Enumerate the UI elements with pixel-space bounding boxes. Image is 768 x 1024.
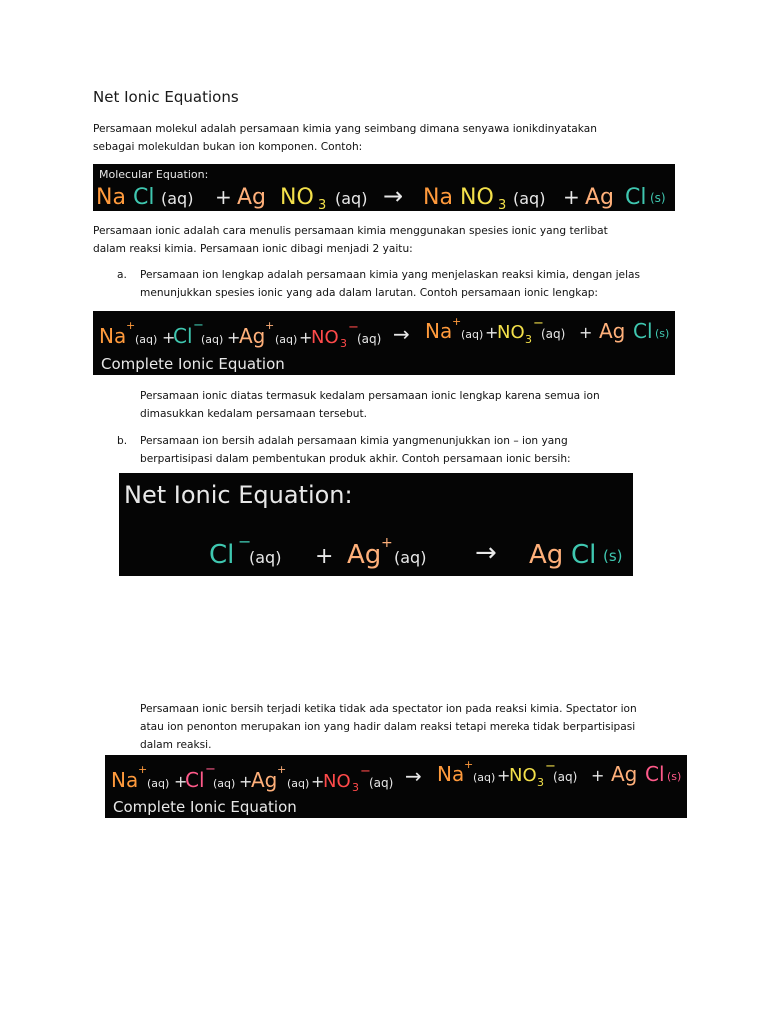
item-b-note-line-1: Persamaan ionic bersih terjadi ketika tidak ada spectator ion pada reaksi kimia. Spectator ion: [140, 703, 637, 715]
c1-plus-2: +: [227, 328, 241, 347]
mol-ag-2: Ag: [585, 185, 615, 210]
c2-aq-1: (aq): [147, 777, 170, 790]
list-marker-b: b.: [117, 435, 128, 447]
c1-plus-3: +: [299, 328, 313, 347]
net-ag: Ag: [347, 540, 382, 570]
c1-agcl-ag: Ag: [599, 319, 626, 343]
c2-no3-charge-2: −: [545, 759, 556, 774]
mol-no: NO: [280, 185, 314, 210]
c1-cl: Cl: [173, 324, 193, 348]
item-a-line-1: Persamaan ion lengkap adalah persamaan kimia yang menjelaskan reaksi kimia, dengan jelas: [140, 269, 641, 281]
mol-s: (s): [650, 191, 666, 205]
item-a-note: [140, 387, 600, 423]
c1-na: Na: [99, 324, 127, 348]
net-cl: Cl: [209, 540, 235, 570]
mol-no-2: NO: [460, 185, 494, 210]
c1-aq-1: (aq): [135, 333, 158, 346]
ionic-intro-paragraph: [93, 222, 608, 258]
c2-ag: Ag: [251, 768, 278, 792]
c1-no: NO: [311, 327, 339, 348]
item-b-paragraph: [140, 432, 571, 468]
page-title: Net Ionic Equations: [93, 88, 239, 106]
c1-arrow: →: [393, 322, 410, 346]
c2-three-2: 3: [537, 776, 544, 789]
net-arrow: →: [475, 538, 497, 568]
c1-ag-charge: +: [265, 319, 275, 332]
net-agcl-cl: Cl: [571, 540, 597, 570]
mol-aq-1: (aq): [161, 189, 194, 208]
net-ionic-equation-image: [119, 473, 633, 576]
c2-arrow: →: [405, 764, 422, 788]
molecular-equation-image: [93, 164, 675, 211]
c1-na-2: Na: [425, 319, 453, 343]
c2-agcl-cl: Cl: [645, 762, 665, 786]
c2-agcl-ag: Ag: [611, 762, 638, 786]
c2-ag-charge: +: [277, 763, 287, 776]
item-a-paragraph: [140, 266, 640, 302]
item-b-note-line-2: atau ion penonton merupakan ion yang hadir dalam reaksi tetapi mereka tidak berpartisipasi: [140, 721, 636, 733]
c1-ag: Ag: [239, 324, 266, 348]
mol-plus-1: +: [215, 185, 232, 209]
mol-plus-2: +: [563, 185, 580, 209]
c2-aq-2: (aq): [213, 777, 236, 790]
c2-no-2: NO: [509, 765, 537, 786]
net-caption: Net Ionic Equation:: [124, 481, 353, 509]
item-b-line-1: Persamaan ion bersih adalah persamaan kimia yangmenunjukkan ion – ion yang: [140, 435, 568, 447]
mol-arrow: →: [383, 182, 404, 210]
c2-three: 3: [352, 781, 359, 794]
mol-three-2: 3: [498, 198, 507, 211]
c2-na-2: Na: [437, 762, 465, 786]
net-aq-2: (aq): [394, 548, 427, 567]
c2-caption: Complete Ionic Equation: [113, 798, 297, 816]
mol-na-2: Na: [423, 185, 453, 210]
mol-cl-2: Cl: [625, 185, 647, 210]
ionic-intro-line-1: Persamaan ionic adalah cara menulis persamaan kimia menggunakan spesies ionic yang terlibat: [93, 225, 608, 237]
c1-aq-4: (aq): [357, 332, 382, 346]
item-b-note-line-3: dalam reaksi.: [140, 739, 212, 751]
c1-no3-charge-2: −: [533, 316, 544, 331]
c1-aq-6: (aq): [541, 327, 566, 341]
net-agcl-ag: Ag: [529, 540, 564, 570]
c1-na-charge-2: +: [452, 315, 462, 328]
c2-cl-charge: −: [205, 762, 216, 777]
ionic-intro-line-2: dalam reaksi kimia. Persamaan ionic dibagi menjadi 2 yaitu:: [93, 243, 413, 255]
molecular-caption: Molecular Equation:: [99, 168, 209, 181]
net-plus: +: [315, 544, 334, 569]
c2-plus-1: +: [174, 772, 188, 791]
mol-aq-3: (aq): [513, 189, 546, 208]
complete-ionic-equation-image-1: [93, 311, 675, 375]
intro-paragraph: [93, 120, 597, 156]
item-b-note: [140, 700, 637, 754]
mol-na: Na: [96, 185, 126, 210]
net-cl-charge: −: [238, 532, 252, 551]
c2-na-charge: +: [138, 763, 148, 776]
net-s: (s): [603, 547, 623, 565]
complete-ionic-equation-image-2: [105, 755, 687, 818]
intro-line-1: Persamaan molekul adalah persamaan kimia yang seimbang dimana senyawa ionikdinyatakan: [93, 123, 597, 135]
mol-cl: Cl: [133, 185, 155, 210]
c1-plus-4: +: [485, 323, 499, 342]
c2-plus-5: +: [591, 766, 605, 785]
c2-no: NO: [323, 771, 351, 792]
item-a-note-line-2: dimasukkan kedalam persamaan tersebut.: [140, 408, 367, 420]
c2-plus-4: +: [497, 766, 511, 785]
item-a-line-2: menunjukkan spesies ionic yang ada dalam larutan. Contoh persamaan ionic lengkap:: [140, 287, 598, 299]
item-a-note-line-1: Persamaan ionic diatas termasuk kedalam persamaan ionic lengkap karena semua ion: [140, 390, 600, 402]
mol-three: 3: [318, 198, 327, 211]
c1-aq-5: (aq): [461, 328, 484, 341]
list-marker-a: a.: [117, 269, 127, 281]
c1-no3-charge: −: [348, 320, 359, 335]
c2-na-charge-2: +: [464, 758, 474, 771]
c2-aq-5: (aq): [473, 771, 496, 784]
c2-cl: Cl: [185, 768, 205, 792]
c1-three: 3: [340, 337, 347, 350]
intro-line-2: sebagai molekuldan bukan ion komponen. Contoh:: [93, 141, 363, 153]
c1-s: (s): [655, 327, 670, 340]
c2-na: Na: [111, 768, 139, 792]
mol-aq-2: (aq): [335, 189, 368, 208]
c1-cl-charge: −: [193, 318, 204, 333]
c1-aq-3: (aq): [275, 333, 298, 346]
c1-plus-5: +: [579, 323, 593, 342]
c2-aq-4: (aq): [369, 776, 394, 790]
c2-aq-3: (aq): [287, 777, 310, 790]
c1-caption: Complete Ionic Equation: [101, 355, 285, 373]
c1-plus-1: +: [162, 328, 176, 347]
c2-plus-2: +: [239, 772, 253, 791]
mol-ag: Ag: [237, 185, 267, 210]
item-b-line-2: berpartisipasi dalam pembentukan produk akhir. Contoh persamaan ionic bersih:: [140, 453, 571, 465]
c2-plus-3: +: [311, 772, 325, 791]
c1-no-2: NO: [497, 322, 525, 343]
c1-agcl-cl: Cl: [633, 319, 653, 343]
c1-three-2: 3: [525, 333, 532, 346]
c2-aq-6: (aq): [553, 770, 578, 784]
c1-na-charge: +: [126, 319, 136, 332]
net-ag-charge: +: [381, 535, 393, 551]
net-aq-1: (aq): [249, 548, 282, 567]
c2-s: (s): [667, 770, 682, 783]
c1-aq-2: (aq): [201, 333, 224, 346]
c2-no3-charge: −: [360, 764, 371, 779]
